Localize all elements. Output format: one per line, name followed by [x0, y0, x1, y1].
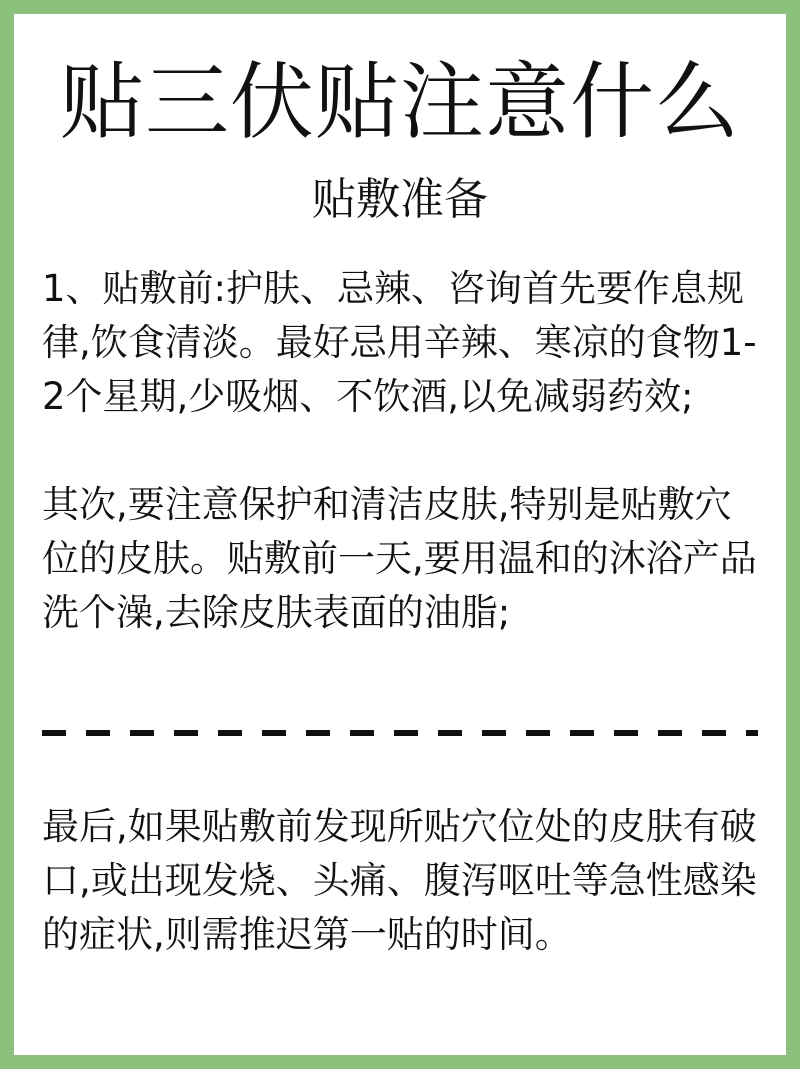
paragraph-postpone-warning: 最后,如果贴敷前发现所贴穴位处的皮肤有破口,或出现发烧、头痛、腹泻呕吐等急性感染的症状,则需推迟第一贴的时间。: [42, 805, 757, 956]
paragraph-before-application: 1、贴敷前:护肤、忌辣、咨询首先要作息规律,饮食清淡。最好忌用辛辣、寒凉的食物1-2个星期,少吸烟、不饮酒,以免减弱药效;: [42, 267, 757, 418]
paragraph-skin-care: 其次,要注意保护和清洁皮肤,特别是贴敷穴位的皮肤。贴敷前一天,要用温和的沐浴产品洗个澡,去除皮肤表面的油脂;: [42, 483, 757, 634]
dashed-divider: [42, 730, 758, 736]
page-title: 贴三伏贴注意什么: [59, 53, 740, 151]
content-card: [14, 14, 786, 1055]
section-subtitle: 贴敷准备: [312, 174, 488, 225]
